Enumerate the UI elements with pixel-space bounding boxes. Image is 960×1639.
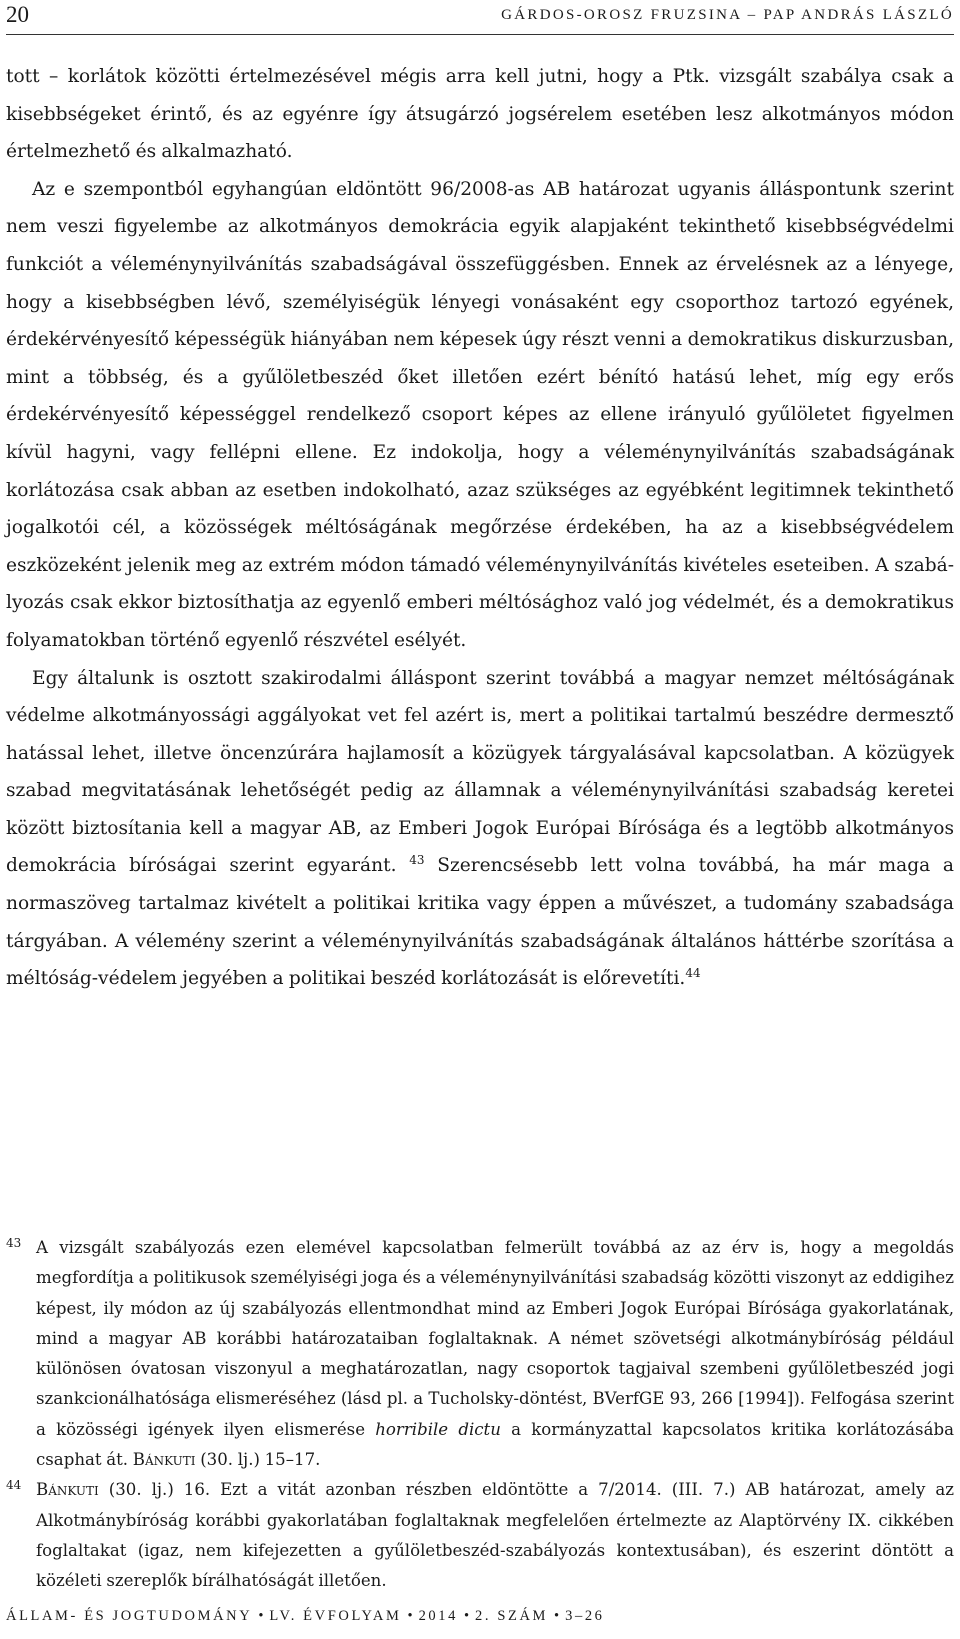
paragraph-3	[6, 660, 954, 998]
journal-name: ÁLLAM- ÉS JOGTUDOMÁNY	[6, 1608, 253, 1624]
footnote-text: A vizsgált szabályozás ezen elemével kapcsolatban felmerült továbbá az az érv is, hogy a megoldás megfordítja a politikusok személyiségi joga és a véleménynyilvánítási szabadság közötti viszonyt az eddigihez képest, ily módon az új szabályozás ellentmondhat mind az Emberi Jogok Európai Bírósága gyakorlatának, mind a magyar AB korábbi határozataiban foglaltaknak. A német szövetségi alkotmánybíróság például különösen óvatosan viszonyul a meghatározatlan, nagy csoportok tagjaival szembeni gyűlöletbeszéd jogi szankcionálhatósága elismeréséhez (lásd pl. a Tucholsky-döntést, BVerfGE 93, 266 [1994]). Felfogása szerint a közösségi igények ilyen elismerése	[36, 1238, 954, 1439]
paragraph-continued: tott – korlátok közötti értelmezésével mégis arra kell jutni, hogy a Ptk. vizsgált szabálya csak a kisebbségeket érintő, és az egyénre így átsugárzó jogsérelem esetében lesz alkotmányos módon értelmezhető és alkalmazható.	[6, 66, 954, 163]
year: 2014	[418, 1608, 458, 1624]
footnotes	[6, 1233, 954, 1597]
issue: 2. SZÁM	[475, 1608, 549, 1624]
footnote-author: Bánkuti	[132, 1450, 196, 1470]
footnote-43	[6, 1233, 954, 1475]
main-text	[6, 58, 954, 998]
running-head-authors: GÁRDOS-OROSZ FRUZSINA – PAP ANDRÁS LÁSZLÓ	[501, 7, 954, 23]
footnote-text: a kormányzattal kapcsolatos kritika korlátozásába csaphat át.	[36, 1419, 954, 1470]
footnote-ref-43[interactable]: 43	[409, 853, 425, 868]
footnote-number: 44	[6, 1478, 22, 1493]
separator-dot: •	[554, 1608, 560, 1624]
page-range: 3–26	[565, 1608, 605, 1624]
footnote-ref-44[interactable]: 44	[685, 966, 701, 981]
footnote-44	[6, 1475, 954, 1596]
paragraph-2: Az e szempontból egyhangúan eldöntött 96/2008-as AB határozat ugyanis álláspontunk szerint nem veszi figyelembe az alkotmányos demokrácia egyik alapjaként tekinthető kisebbségvédelmi funkciót a véleménynyilvánítás szabadságával összefüggésben. Ennek az érvelésnek az a lényege, hogy a kisebbségben lévő, személyiségük lényegi vonásaként egy csoporthoz tartozó egyének, érdekérvényesítő képességük hiányában nem képesek úgy részt venni a demokratikus diskurzusban, mint a többség, és a gyűlöletbeszéd őket illetően ezért bénító hatású lehet, míg egy erős érdekérvényesítő képességgel rendelkező csoport képes az ellene irányuló gyűlöletet figyelmen kívül hagyni, vagy fellépni ellene. Ez indokolja, hogy a véleménynyilvánítás szabadságának korlátozása csak abban az esetben indokolható, azaz szükséges az egyébként legitimnek tekinthető jogalkotói cél, a közösségek méltóságának megőrzése érdekében, ha az a kisebbségvédelem eszközeként jelenik meg az extrém módon támadó véleménynyilvánítás kivételes eseteiben. A szabályozás csak ekkor biztosíthatja az egyenlő emberi méltósághoz való jog védelmét, és a demokratikus folyamatokban történő egyenlő részvétel esélyét.	[6, 178, 954, 651]
page-footer	[6, 1608, 605, 1625]
footnote-text: (30. lj.) 15–17.	[195, 1450, 321, 1470]
footnote-text: (30. lj.) 16. Ezt a vitát azonban részben eldöntötte a 7/2014. (III. 7.) AB határozat, amely az Alkotmánybíróság korábbi gyakorlatában foglaltaknak megfelelően értelmezte az Alaptörvény IX. cikkében foglaltakat (igaz, nem kifejezetten a gyűlöletbeszéd-szabályozás kontextusában), és eszerint döntött a közéleti szereplők bírálhatóságát illetően.	[36, 1480, 954, 1591]
footnote-author: Bánkuti	[36, 1480, 99, 1500]
footnote-number: 43	[6, 1236, 22, 1250]
footnote-italic: horribile dictu	[375, 1419, 501, 1439]
separator-dot: •	[407, 1608, 413, 1624]
separator-dot: •	[463, 1608, 470, 1624]
page-header	[6, 0, 954, 35]
page-number: 20	[6, 2, 29, 27]
separator-dot: •	[258, 1608, 264, 1624]
paragraph-3-part-b: Szerencsésebb lett volna továbbá, ha már maga a normaszöveg tartalmaz kivételt a politikai kritika vagy éppen a művészet, a tudomány szabadsága tárgyában. A vélemény szerint a véleménynyilvánítás szabadságának általános háttérbe szorítása a méltóság-védelem jegyében a politikai beszéd korlátozását is előrevetíti.	[6, 855, 955, 990]
paragraph-3-part-a: Egy általunk is osztott szakirodalmi álláspont szerint továbbá a magyar nemzet méltóságának védelme alkotmányossági aggályokat vet fel azért is, mert a politikai tartalmú beszédre dermesztő hatással lehet, illetve öncenzúrára hajlamosít a közügyek tárgyalásával kapcsolatban. A közügyek szabad megvitatásának lehetőségét pedig az államnak a véleménynyilvánítási szabadság keretei között biztosítania kell a magyar AB, az Emberi Jogok Európai Bírósága és a legtöbb alkotmányos demokrácia bíróságai szerint egyaránt.	[6, 667, 954, 877]
volume: LV. ÉVFOLYAM	[269, 1608, 402, 1624]
